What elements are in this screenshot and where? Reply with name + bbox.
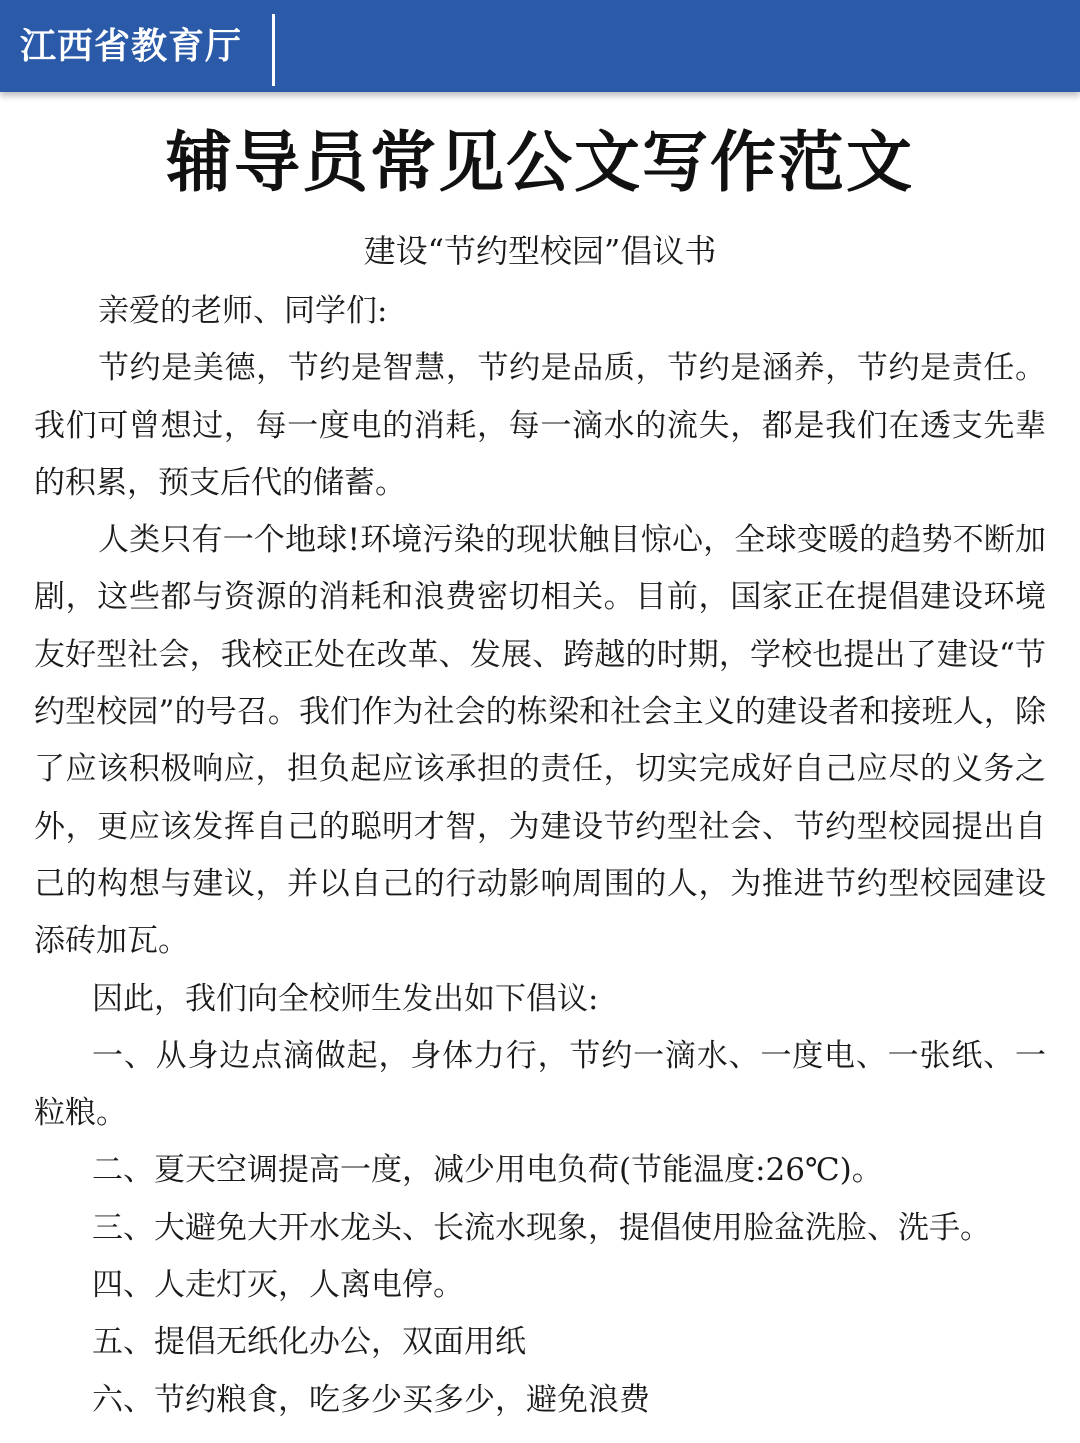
- proposal-item: 五、提倡无纸化办公，双面用纸: [92, 1324, 526, 1361]
- paragraph: 节约是美德，节约是智慧，节约是品质，节约是涵养，节约是责任。我们可曾想过，每一度电的消耗，每一滴水的流失，都是我们在透支先辈的积累，预支后代的储蓄。: [34, 350, 1046, 501]
- paragraph: 人类只有一个地球!环境污染的现状触目惊心，全球变暖的趋势不断加剧，这些都与资源的消耗和浪费密切相关。目前，国家正在提倡建设环境友好型社会，我校正处在改革、发展、跨越的时期，学校也提出了建设“节约型校园”的号召。我们作为社会的栋梁和社会主义的建设者和接班人，除了应该积极响应，担负起应该承担的责任，切实完成好自己应尽的义务之外，更应该发挥自己的聪明才智，为建设节约型社会、节约型校园提出自己的构想与建议，并以自己的行动影响周围的人，为推进节约型校园建设添砖加瓦。: [34, 522, 1046, 960]
- salutation: 亲爱的老师、同学们:: [98, 293, 388, 329]
- proposal-intro: 因此，我们向全校师生发出如下倡议:: [92, 980, 599, 1017]
- document-body: [34, 283, 1046, 1429]
- proposal-item: 三、大避免大开水龙头、长流水现象，提倡使用脸盆洗脸、洗手。: [92, 1209, 991, 1246]
- org-name: 江西省教育厅: [20, 26, 243, 67]
- proposal-item: 四、人走灯灭，人离电停。: [92, 1267, 464, 1304]
- proposal-item: 一、从身边点滴做起，身体力行，节约一滴水、一度电、一张纸、一粒粮。: [34, 1037, 1046, 1132]
- page-title: 辅导员常见公文写作范文: [166, 123, 914, 201]
- proposal-item: 二、夏天空调提高一度，减少用电负荷(节能温度:26℃)。: [92, 1152, 883, 1189]
- document-subtitle: 建设“节约型校园”倡议书: [363, 232, 717, 270]
- header-divider: [272, 14, 275, 86]
- proposal-item: 六、节约粮食，吃多少买多少，避免浪费: [92, 1381, 650, 1418]
- header-bar: [0, 0, 1080, 92]
